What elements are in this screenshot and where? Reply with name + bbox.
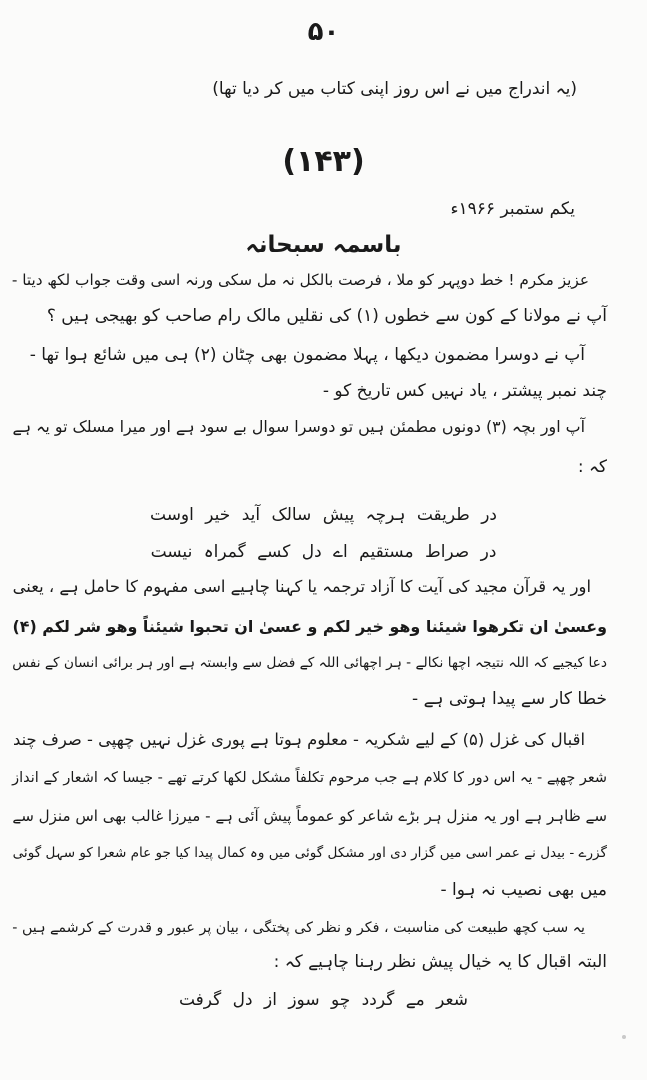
text-line: یہ سب کچھ طبیعت کی مناسبت ، فکر و نظر کی پختگی ، بیان پر عبور و قدرت کے کرشمے ہیں - (12, 920, 585, 936)
text-line: خطا کار سے پیدا ہوتی ہے - (412, 689, 607, 709)
text-line: سے ظاہر ہے اور یہ منزل ہر بڑے شاعر کو عموماً پیش آئی ہے - میرزا غالب بھی اس منزل سے (12, 807, 607, 825)
text-line: گزرے - بیدل نے عمر اسی میں گزار دی اور مشکل گوئی میں وہ کمال پیدا کیا جو عام شعرا کو سہل گوئی (12, 845, 607, 861)
letter-number: (۱۴۳) (282, 144, 365, 179)
persian-verse: در صراط مستقیم اے دل کسے گمراہ نیست (150, 542, 497, 562)
persian-verse: شعر مے گردد چو سوز از دل گرفت (178, 990, 468, 1010)
text-line: آپ نے دوسرا مضمون دیکھا ، پہلا مضمون بھی چٹان (۲) ہی میں شائع ہوا تھا - (29, 345, 585, 365)
letter-date: یکم ستمبر ۱۹۶۶ء (450, 199, 575, 219)
text-line: چند نمبر پیشتر ، یاد نہیں کس تاریخ کو - (322, 381, 607, 401)
entry-note: (یہ اندراج میں نے اس روز اپنی کتاب میں کر دیا تھا) (212, 79, 577, 99)
text-line: اقبال کی غزل (۵) کے لیے شکریہ - معلوم ہوتا ہے پوری غزل نہیں چھپی - صرف چند (12, 730, 585, 749)
text-line: دعا کیجیے کہ اللہ نتیجہ اچھا نکالے - ہر اچھائی اللہ کے فضل سے وابستہ ہے اور ہر برائی انسان کے نفس (12, 655, 607, 671)
text-line: آپ اور بچہ (۳) دونوں مطمئن ہیں تو دوسرا سوال بے سود ہے اور میرا مسلک تو یہ ہے (12, 417, 585, 436)
text-line: کہ : (577, 457, 607, 477)
text-line: آپ نے مولانا کے کون سے خطوں (۱) کی نقلیں مالک رام صاحب کو بھیجی ہیں ؟ (46, 306, 607, 326)
text-line: البتہ اقبال کا یہ خیال پیش نظر رہنا چاہیے کہ : (273, 952, 607, 972)
text-line: اور یہ قرآن مجید کی آیت کا آزاد ترجمہ یا کہنا چاہیے اسی مفہوم کا حامل ہے ، یعنی (12, 577, 591, 596)
text-line: عزیز مکرم ! خط دوپہر کو ملا ، فرصت بالکل نہ مل سکی ورنہ اسی وقت جواب لکھ دیتا - (11, 271, 589, 289)
text-line: میں بھی نصیب نہ ہوا - (440, 880, 607, 900)
text-line: شعر چھپے - یہ اس دور کا کلام ہے جب مرحوم تکلفاً مشکل لکھا کرتے تھے - جیسا کہ اشعار کے انداز (12, 770, 607, 786)
bismillah-heading: باسمہ سبحانہ (245, 232, 402, 258)
paper-speck (622, 1035, 626, 1039)
persian-verse: در طریقت ہرچہ پیش سالک آید خیر اوست (150, 505, 497, 525)
quran-verse: وعسیٰ ان تکرھوا شیئنا وھو خیر لکم و عسیٰ ان تحبوا شیئناً وھو شر لکم (۴) (12, 617, 607, 636)
page-number: ۵۰ (307, 17, 340, 47)
